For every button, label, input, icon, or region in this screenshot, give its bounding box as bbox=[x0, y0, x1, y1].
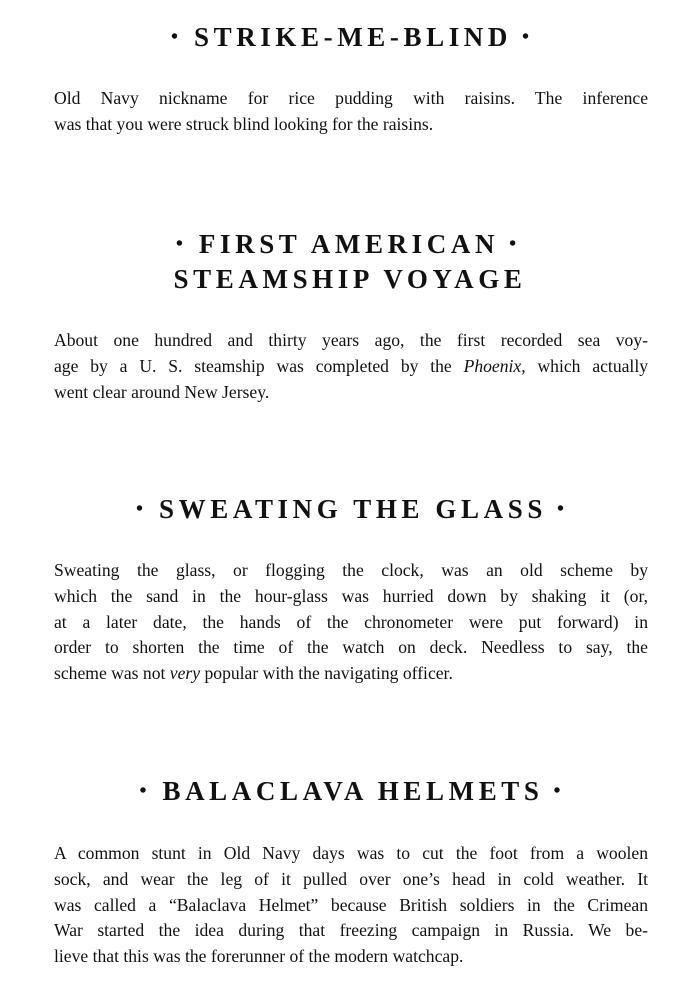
body-line: sock, and wear the leg of it pulled over one’s head in cold weather. It bbox=[54, 868, 648, 889]
bullet-icon: • bbox=[139, 780, 147, 802]
heading-text: STRIKE-ME-BLIND bbox=[193, 22, 513, 52]
bullet-icon: • bbox=[556, 498, 564, 520]
ship-name: Phoenix, bbox=[463, 355, 526, 376]
section-body-balaclava-helmets bbox=[54, 841, 648, 970]
body-line: went clear around New Jersey. bbox=[54, 381, 270, 402]
body-line: Old Navy nickname for rice pudding with raisins. The inference bbox=[54, 88, 648, 108]
bullet-icon: • bbox=[553, 780, 561, 802]
section-body-strike-me-blind bbox=[54, 86, 648, 138]
body-line: was that you were struck blind looking for the raisins. bbox=[54, 113, 434, 134]
body-line: which the sand in the hour-glass was hurried down by shaking it (or, bbox=[54, 585, 648, 606]
body-line: order to shorten the time of the watch on deck. Needless to say, the bbox=[54, 637, 648, 658]
bullet-icon: • bbox=[136, 498, 144, 520]
body-text: scheme was not bbox=[54, 663, 170, 684]
emphasis-text: very bbox=[169, 663, 201, 684]
heading-text: SWEATING THE GLASS bbox=[159, 494, 547, 524]
heading-text: STEAMSHIP VOYAGE bbox=[173, 264, 527, 294]
section-heading-strike-me-blind bbox=[0, 19, 700, 55]
body-line: Sweating the glass, or flogging the clock, was an old scheme by bbox=[54, 560, 648, 580]
section-heading-steamship-voyage bbox=[0, 261, 700, 297]
body-text: age by a U. S. steamship was completed by the bbox=[54, 355, 464, 376]
body-line: About one hundred and thirty years ago, the first recorded sea voy- bbox=[54, 330, 648, 350]
bullet-icon: • bbox=[509, 233, 517, 255]
heading-text: BALACLAVA HELMETS bbox=[162, 776, 544, 806]
body-line: A common stunt in Old Navy days was to cut the foot from a woolen bbox=[54, 843, 648, 863]
bullet-icon: • bbox=[522, 26, 530, 48]
bullet-icon: • bbox=[170, 26, 178, 48]
body-line: at a later date, the hands of the chronometer were put forward) in bbox=[54, 611, 648, 632]
section-heading-sweating-the-glass bbox=[0, 491, 700, 527]
body-line: lieve that this was the forerunner of the modern watchcap. bbox=[54, 946, 464, 967]
section-heading-balaclava-helmets bbox=[0, 773, 700, 809]
section-body-sweating-the-glass bbox=[54, 558, 648, 687]
body-text: popular with the navigating officer. bbox=[200, 663, 453, 684]
section-body-first-american bbox=[54, 328, 648, 405]
body-text: which actually bbox=[525, 355, 648, 376]
body-line: War started the idea during that freezing campaign in Russia. We be- bbox=[54, 920, 648, 941]
body-line bbox=[54, 354, 648, 380]
bullet-icon: • bbox=[175, 233, 183, 255]
body-line: was called a “Balaclava Helmet” because British soldiers in the Crimean bbox=[54, 894, 648, 915]
body-line bbox=[54, 661, 648, 687]
section-heading-first-american bbox=[0, 226, 696, 262]
heading-text: FIRST AMERICAN bbox=[198, 229, 500, 259]
